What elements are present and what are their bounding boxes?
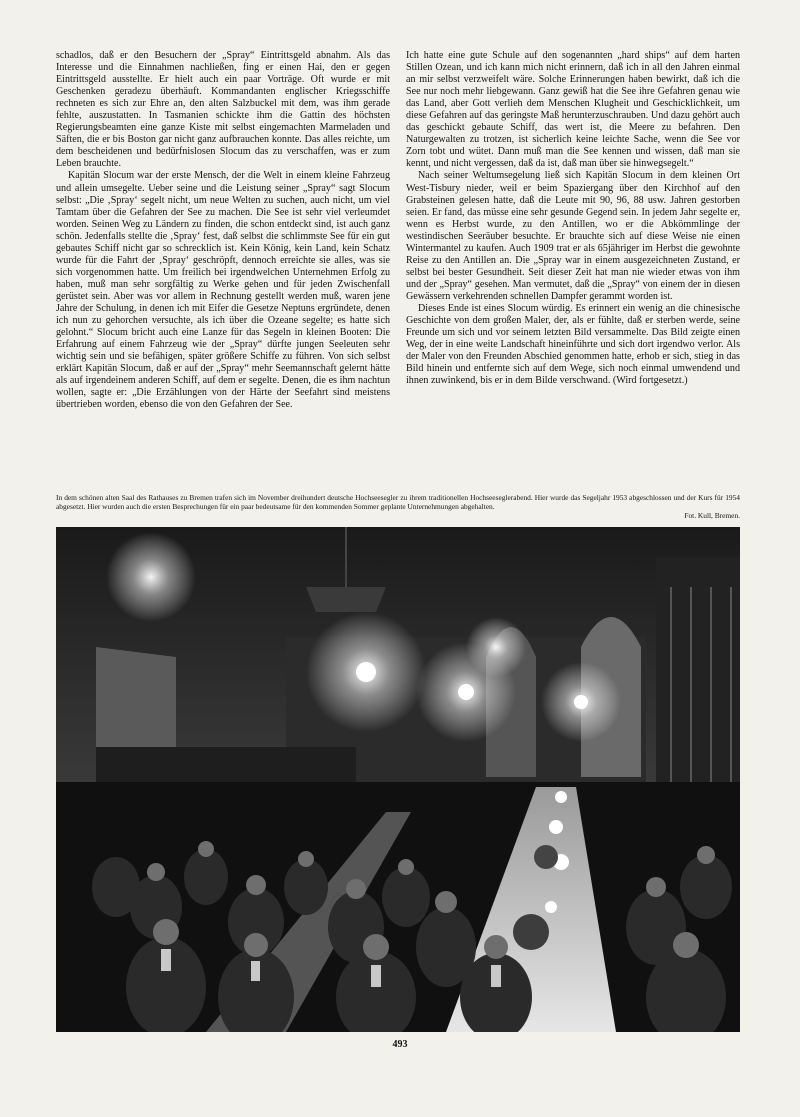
page-number: 493: [392, 1039, 408, 1050]
paragraph: schadlos, daß er den Besuchern der „Spray“ Eintrittsgeld abnahm. Als das Interesse und die Einnahmen nachließen, fing er einen Hai, den er gegen Eintrittsgeld ausstellte. Er hielt auch ein paar Vorträge. Oft wurde er mit Geschenken geradezu überhäuft. Kommandanten englischer Kriegsschiffe rechneten es sich zur Ehre an, den alten Salzbuckel mit dem, was ihm gerade fehlte, auszustatten. In Tasmanien schickte ihm die Gattin des höchsten Regierungsbeamten eine ganze Kiste mit selbst eingemachten Marmeladen und Säften, die er bis Boston gar nicht ganz aufbrauchen konnte. Das alles reichte, um dem bescheidenen und bedürfnislosen Slocum das zu verschaffen, was er zum Leben brauchte.: [56, 50, 390, 170]
paragraph: Nach seiner Weltumsegelung ließ sich Kapitän Slocum in dem kleinen Ort West-Tisbury nieder, weil er beim Spaziergang über den Kirchhof auf den Grabsteinen gelesen hatte, daß die Leute mit 90, 96, 88 usw. Jahren gestorben seien. Er fand, das müsse eine sehr gesunde Gegend sein. In jedem Jahr segelte er, wenn es Herbst wurde, zu den Antillen, wo er die Abkömmlinge der westindischen Seeräuber besuchte. Er brauchte sich auf diese Weise nie einen Wintermantel zu kaufen. Auch 1909 trat er als 65jähriger im Herbst die gewohnte Reise zu den Antillen an. Die „Spray war in einem ausgezeichneten Zustand, er selbst bei bester Gesundheit. Seit dieser Zeit hat man nie wieder etwas von ihm und der „Spray“ gesehen. Man vermutet, daß die „Spray“ von einem der in diesen Gewässern verkehrenden schnellen Dampfer gerammt worden ist.: [406, 170, 740, 302]
chandelier: [106, 532, 196, 622]
model-ship: [306, 587, 386, 612]
photo-credit: Fot. Kull, Bremen.: [684, 510, 740, 520]
banquet-hall-illustration: [56, 527, 740, 1032]
flower-arrangement: [534, 845, 558, 869]
flower-arrangement: [513, 914, 549, 950]
paragraph: Kapitän Slocum war der erste Mensch, der die Welt in einem kleine Fahrzeug und allein umsegelte. Ueber seine und die Leistung seiner „Spray“ sagt Slocum selbst: „Die ‚Spray‘ segelt nicht, um neue Welten zu suchen, auch nicht, um viel Tamtam über die Gefahren der See zu machen. Die See ist sehr viel verleumdet worden. Seinen Weg zu Ländern zu finden, die schon entdeckt sind, ist auch ganz schön. Jedenfalls stellte die ‚Spray‘ fest, daß selbst die schlimmste See für ein gut gebautes Schiff nicht gar so schrecklich ist. Kein König, kein Land, kein Schatz wurde für die Fahrt der ‚Spray‘ geschröpft, dennoch erreichte sie alles, was sie sich vorgenommen hatte. Um freilich bei irgendwelchen Unternehmen Erfolg zu haben, muß man sehr sorgfältig zu Werke gehen und für jeden Zwischenfall gerüstet sein. Aber was vor allem in Rechnung gestellt werden muß, waren jene Jahre der Schulung, in denen ich mit Eifer die Gesetze Neptuns ergründete, denen ich nun zu gehorchen versuchte, als ich über die Ozeane segelte; es hatte sich gelohnt.“ Slocum bricht auch eine Lanze für das Segeln in kleinen Booten: Die Erfahrung auf einem Fahrzeug wie der „Spray“ dürfte jungen Seeleuten sehr wichtig sein und sie befähigen, später größere Schiffe zu führen. Von sich selbst erklärt Kapitän Slocum, daß er auf der „Spray“ mehr Seemannschaft gelernt hätte als auf irgendeinem anderen Schiff, auf dem er segelte. Denen, die es ihm nachtun wollen, sagte er: „Die Erzählungen von der Härte der Seefahrt sind meistens übertrieben worden, ebenso die von den Gefahren der See.: [56, 170, 390, 411]
text-column-right: [406, 50, 740, 490]
chandelier: [306, 612, 426, 732]
paragraph: Dieses Ende ist eines Slocum würdig. Es erinnert ein wenig an die chinesische Geschichte von dem großen Maler, der, als er fühlte, daß er sterben werde, seine Freunde um sich und vor seinem letzten Bild versammelte. Das Bild zeigte einen Weg, der in eine weite Landschaft hineinführte und sich dort irgendwo verlor. Als der Maler von den Freunden Abschied genommen hatte, erhob er sich, stieg in das Bild hinein und entfernte sich auf dem Wege, sich noch einmal umwendend und ihnen zuwinkend, bis er in dem Bilde verschwand. (Wird fortgesetzt.): [406, 302, 740, 387]
photo-caption: [56, 494, 740, 524]
banquet-hall-photo: [56, 527, 740, 1032]
chandelier: [466, 617, 526, 677]
paragraph: Ich hatte eine gute Schule auf den sogenannten „hard ships“ auf dem harten Stillen Ozean, und ich kann mich nicht erinnern, daß ich in all den Jahren einmal an mir selbst verzweifelt wäre. Solche Erinnerungen haben bewirkt, daß ich die See nur noch mehr liebgewann. Ganz gewiß hat die See ihre Gefahren genau wie das Land, aber Gott verlieh dem Menschen Klugheit und Geschicklichkeit, um diese Gefahren auf das geringste Maß herunterzuschrauben. Und dazu gehört auch das geschickt gebaute Schiff, das wert ist, die Meere zu befahren. Den Naturgewalten zu trotzen, ist sicherlich keine leichte Sache, wenn die See vor Zorn tobt und wütet. Dann muß man die See kennen und wissen, daß man sie kennt, und nicht vergessen, daß da ist, daß man über sie hinwegsegelt.“: [406, 50, 740, 170]
article-body: [56, 50, 740, 490]
chandelier: [541, 662, 621, 742]
caption-text: In dem schönen alten Saal des Rathauses zu Bremen trafen sich im November dreihundert deutsche Hochseesegler zu ihrem traditionellen Hochseeseglerabend. Hier wurde das Segeljahr 1953 abgeschlossen und der Kurs für 1954 abgesetzt. Hier wurden auch die ersten Besprechungen für ein paar bedeutsame für den kommenden Sommer geplante Unternehmungen abgehalten.: [56, 494, 740, 511]
text-column-left: [56, 50, 390, 490]
